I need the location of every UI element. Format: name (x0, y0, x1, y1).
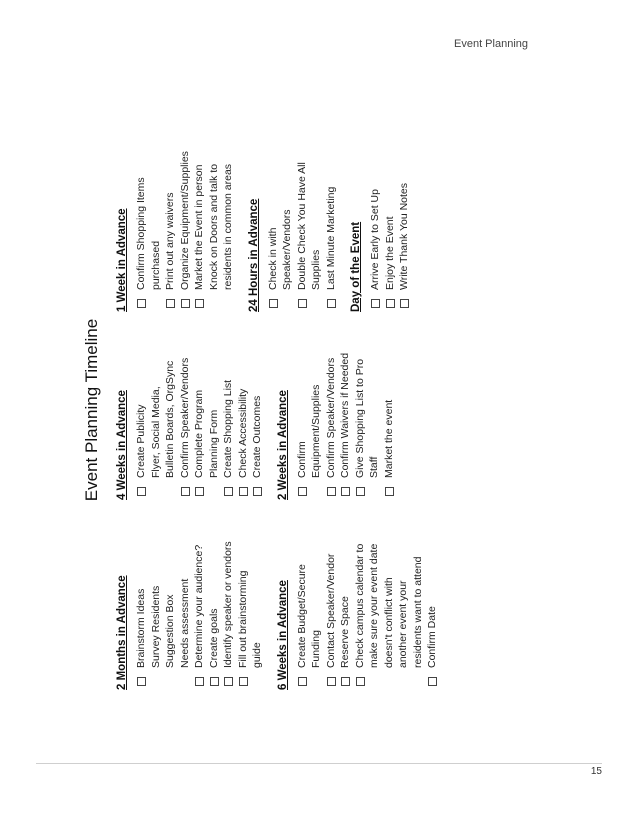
checklist-item (353, 510, 368, 690)
checklist-item (367, 510, 382, 690)
checklist-item-text: Enjoy the Event (383, 216, 396, 290)
checklist-item-text: Check campus calendar to (353, 543, 366, 668)
checklist-item-text: Last Minute Marketing (324, 186, 337, 290)
checklist-item (309, 320, 324, 500)
indent-spacer (152, 299, 161, 308)
checklist-item (192, 320, 207, 500)
indent-spacer (312, 487, 321, 496)
checklist-item-text: Confirm (295, 441, 308, 478)
checklist-item-text: Reserve Space (339, 596, 351, 668)
checklist-item-text: another event your (397, 580, 409, 668)
checkbox-icon (137, 677, 146, 686)
checklist-item (178, 132, 193, 312)
checklist-item-text: Contact Speaker/Vendor (324, 553, 337, 668)
indent-spacer (370, 677, 379, 686)
checkbox-icon (239, 677, 248, 686)
column-left (116, 510, 452, 690)
checklist (368, 132, 412, 312)
checkbox-icon (341, 487, 350, 496)
checklist-item (324, 510, 339, 690)
checklist-item-text: Create Budget/Secure (295, 564, 308, 668)
checklist-item (353, 320, 368, 500)
checklist-item-text: Fill out brainstorming (236, 570, 249, 668)
indent-spacer (370, 487, 379, 496)
checklist-item-text: Confirm Shopping Items (135, 177, 147, 290)
checklist (134, 320, 265, 500)
checklist (134, 510, 265, 690)
checkbox-icon (356, 677, 365, 686)
checkbox-icon (371, 299, 380, 308)
running-header: Event Planning (454, 38, 528, 50)
checklist-item-text: Determine your audience? (193, 544, 205, 668)
checklist-item-text: make sure your event date (368, 543, 380, 668)
checklist-item (280, 132, 295, 312)
section-heading: 2 Weeks in Advance (276, 390, 289, 500)
checklist-item (149, 510, 164, 690)
indent-spacer (312, 299, 321, 308)
section-one-week (116, 132, 236, 312)
checklist-item (368, 132, 383, 312)
checklist-item-text: Market the event (382, 399, 395, 478)
checkbox-icon (166, 299, 175, 308)
checklist-item (266, 132, 281, 312)
checkbox-icon (181, 487, 190, 496)
checkbox-icon (195, 299, 204, 308)
checklist-item-text: Create Outcomes (251, 395, 263, 478)
checklist-item-text: Complete Program (193, 389, 205, 478)
checklist-item-text: Confirm Date (426, 606, 438, 668)
timeline-scan (82, 130, 552, 690)
checkbox-icon (253, 487, 262, 496)
checkbox-icon (298, 299, 307, 308)
checklist-item-text: purchased (149, 240, 162, 290)
checkbox-icon (195, 677, 204, 686)
checklist-item-text: Create Publicity (135, 404, 147, 478)
checkbox-icon (341, 677, 350, 686)
checklist-item (338, 510, 353, 690)
section-two-months (116, 510, 265, 690)
checklist-item (149, 320, 164, 500)
checklist-item-text: Suggestion Box (164, 594, 176, 668)
checklist-item-text: residents in common areas (222, 163, 234, 290)
checklist-item-text: Staff (368, 456, 380, 478)
checklist-item-text: Check Accessibility (236, 388, 249, 478)
indent-spacer (181, 677, 190, 686)
checklist-item (295, 320, 310, 500)
checklist-item-text: Bulletin Boards, OrgSync (164, 360, 176, 478)
checklist-item-text: Equipment/Supplies (310, 384, 322, 478)
checklist-item-text: Speaker/Vendors (281, 209, 293, 290)
timeline-title: Event Planning Timeline (82, 318, 101, 502)
checklist-item (192, 510, 207, 690)
checkbox-icon (386, 299, 395, 308)
indent-spacer (166, 677, 175, 686)
checklist-item (163, 510, 178, 690)
checklist-item-text: Supplies (310, 249, 322, 290)
checklist-item (309, 510, 324, 690)
checklist-item (425, 510, 440, 690)
checklist-item (207, 132, 222, 312)
checkbox-icon (239, 487, 248, 496)
checklist-item-text: Print out any waivers (164, 192, 176, 290)
indent-spacer (210, 487, 219, 496)
checkbox-icon (400, 299, 409, 308)
section-24-hours (248, 132, 339, 312)
checklist-item (221, 132, 236, 312)
indent-spacer (414, 677, 423, 686)
checklist-item (178, 510, 193, 690)
section-day-of (350, 132, 412, 312)
checkbox-icon (327, 299, 336, 308)
section-four-weeks (116, 320, 265, 500)
indent-spacer (224, 299, 233, 308)
checklist-item-text: guide (251, 642, 263, 668)
checklist-item (309, 132, 324, 312)
checklist-item (134, 510, 149, 690)
checklist (295, 320, 397, 500)
checklist-item (411, 510, 426, 690)
checklist (266, 132, 339, 312)
checklist-item (236, 510, 251, 690)
page-number: 15 (590, 766, 602, 777)
checklist-item (221, 510, 236, 690)
checklist-item-text: Write Thank You Notes (398, 182, 410, 290)
checklist-item-text: Flyer, Social Media, (149, 386, 162, 478)
section-heading: 4 Weeks in Advance (116, 390, 128, 500)
checklist-item-text: Organize Equipment/Supplies (178, 151, 191, 290)
checklist-item (324, 132, 339, 312)
checklist-item (397, 132, 412, 312)
checkbox-icon (181, 299, 190, 308)
checklist-item-text: doesn't conflict with (382, 577, 395, 668)
indent-spacer (166, 487, 175, 496)
checklist-item (207, 510, 222, 690)
checklist-item (382, 320, 397, 500)
checklist-item (221, 320, 236, 500)
indent-spacer (152, 677, 161, 686)
section-heading: 1 Week in Advance (116, 208, 128, 312)
indent-spacer (399, 677, 408, 686)
indent-spacer (283, 299, 292, 308)
indent-spacer (210, 299, 219, 308)
checklist-item-text: Create Shopping List (222, 379, 234, 478)
checklist-item-text: Brainstorm Ideas (135, 588, 147, 668)
checklist-item (295, 510, 310, 690)
section-six-weeks (277, 510, 440, 690)
checklist-item (163, 320, 178, 500)
checkbox-icon (385, 487, 394, 496)
checkbox-icon (327, 677, 336, 686)
checklist-item-text: Survey Residents (149, 585, 162, 668)
checklist-item-text: Double Check You Have All (295, 162, 308, 290)
checkbox-icon (298, 487, 307, 496)
checklist-item (250, 510, 265, 690)
checkbox-icon (298, 677, 307, 686)
checklist-item (382, 510, 397, 690)
checklist-item (163, 132, 178, 312)
checklist-item-text: Check in with (266, 227, 279, 290)
checklist-item-text: Give Shopping List to Pro (353, 358, 366, 478)
checklist-item-text: Identify speaker or vendors (222, 541, 234, 668)
checklist-item (134, 320, 149, 500)
checkbox-icon (137, 299, 146, 308)
checklist-item-text: Knock on Doors and talk to (207, 163, 220, 290)
checklist-item-text: Create goals (207, 608, 220, 668)
indent-spacer (385, 677, 394, 686)
checklist-item-text: Market the Event in person (193, 164, 205, 290)
section-heading: 2 Months in Advance (116, 575, 128, 690)
checklist-item-text: Confirm Waivers if Needed (339, 352, 351, 478)
checkbox-icon (137, 487, 146, 496)
checkbox-icon (210, 677, 219, 686)
checklist-item-text: Needs assessment (178, 578, 191, 668)
timeline-rotated (82, 130, 552, 690)
checklist-item-text: Confirm Speaker/Vendors (178, 357, 191, 478)
section-heading: 24 Hours in Advance (247, 198, 260, 312)
checklist-item (178, 320, 193, 500)
checklist-item-text: residents want to attend (411, 556, 424, 668)
checklist-item-text: Planning Form (207, 409, 220, 478)
column-middle (116, 320, 408, 500)
checklist-item (192, 132, 207, 312)
checkbox-icon (195, 487, 204, 496)
section-heading: 6 Weeks in Advance (276, 580, 289, 690)
checklist-item-text: Funding (310, 630, 322, 668)
checklist-item (324, 320, 339, 500)
checklist-item (383, 132, 398, 312)
footer-divider (36, 763, 602, 764)
indent-spacer (253, 677, 262, 686)
checklist-item (338, 320, 353, 500)
indent-spacer (312, 677, 321, 686)
checklist-item-text: Confirm Speaker/Vendors (324, 357, 337, 478)
checkbox-icon (428, 677, 437, 686)
checklist-item (250, 320, 265, 500)
checklist-item (236, 320, 251, 500)
checkbox-icon (356, 487, 365, 496)
column-right (116, 132, 424, 312)
checklist-item (134, 132, 149, 312)
indent-spacer (152, 487, 161, 496)
checklist-item (396, 510, 411, 690)
checklist-item (367, 320, 382, 500)
checklist (295, 510, 440, 690)
section-heading: Day of the Event (350, 221, 362, 312)
checklist-item-text: Arrive Early to Set Up (369, 189, 381, 290)
checkbox-icon (224, 677, 233, 686)
checkbox-icon (224, 487, 233, 496)
section-two-weeks (277, 320, 397, 500)
checklist-item (207, 320, 222, 500)
checklist-item (149, 132, 164, 312)
checkbox-icon (327, 487, 336, 496)
checklist-item (295, 132, 310, 312)
checklist (134, 132, 236, 312)
checkbox-icon (269, 299, 278, 308)
